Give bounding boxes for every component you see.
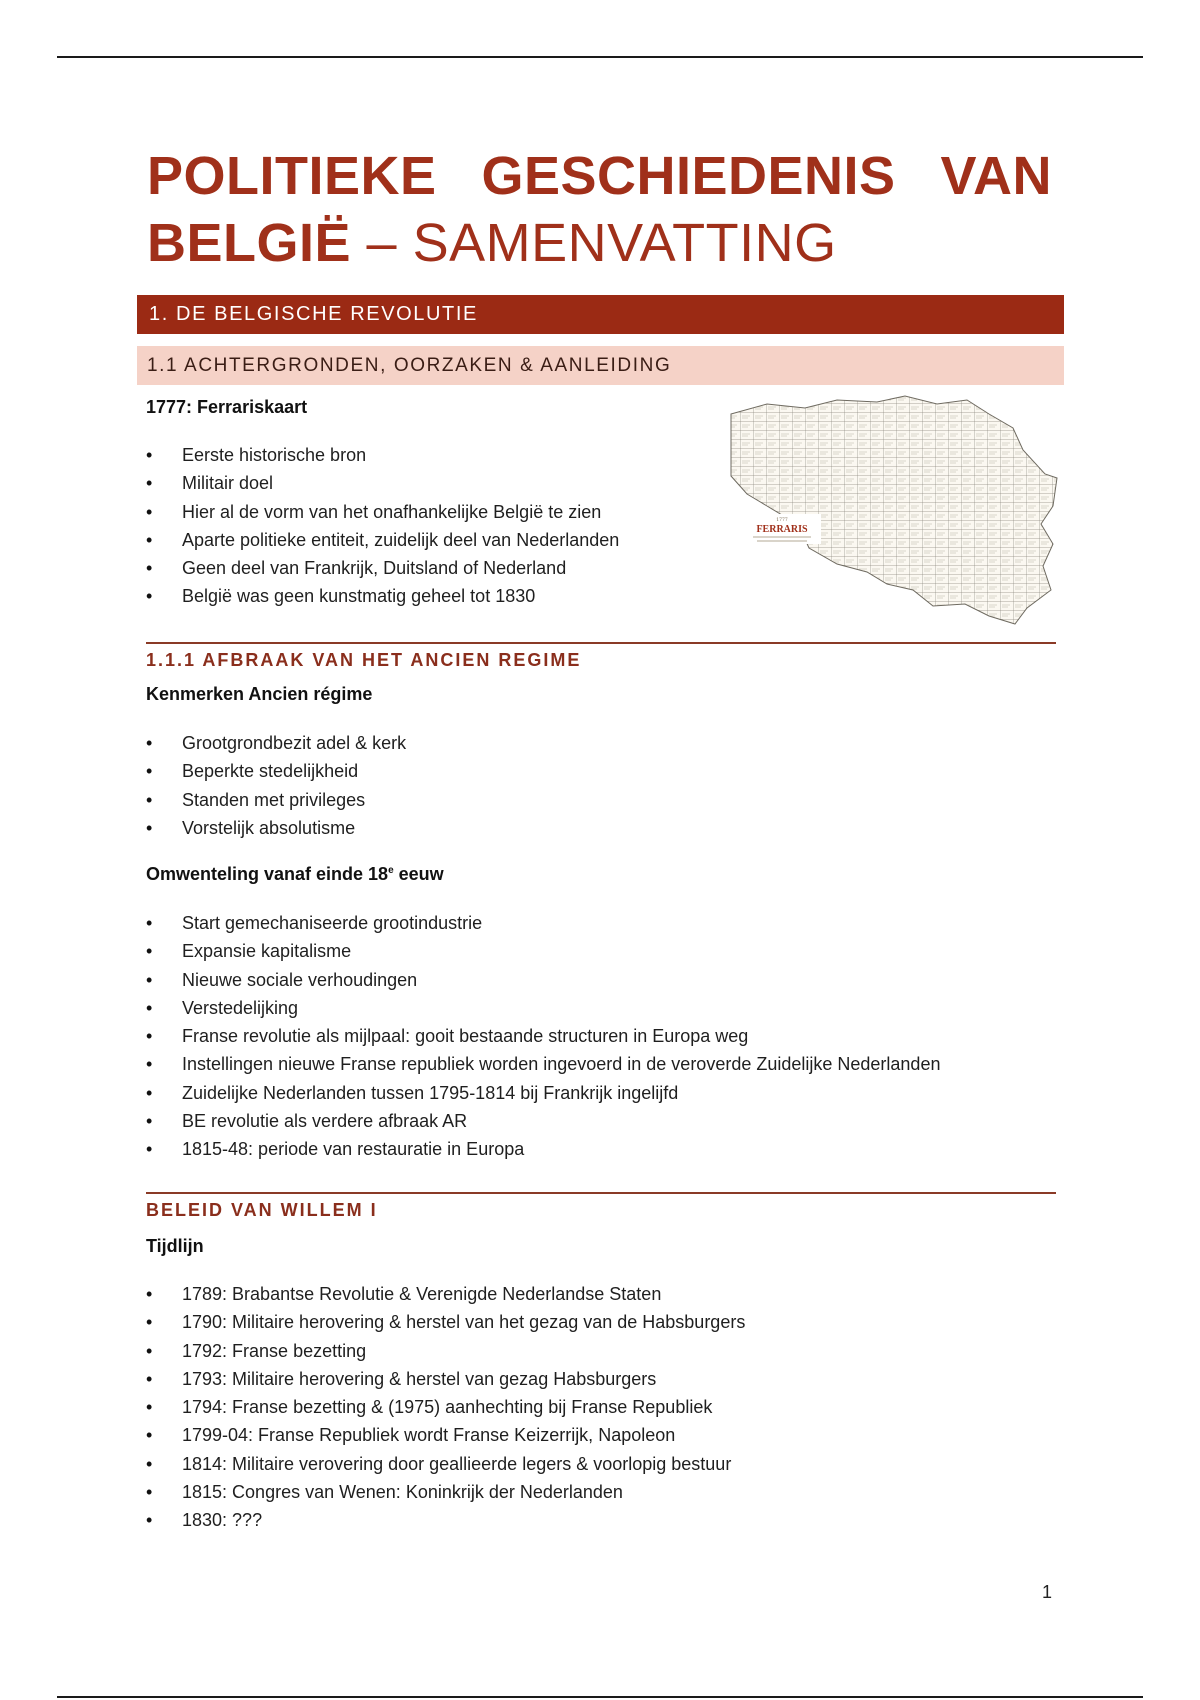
title-bold-part: BELGIË bbox=[147, 213, 352, 273]
list-item: • Hier al de vorm van het onafhankelijke België te zien bbox=[146, 498, 619, 526]
page-number: 1 bbox=[1042, 1582, 1053, 1602]
list-item: • 1794: Franse bezetting & (1975) aanhechting bij Franse Republiek bbox=[146, 1393, 745, 1421]
ferraris-bullet-list bbox=[146, 441, 619, 611]
list-item: • 1799-04: Franse Republiek wordt Franse Keizerrijk, Napoleon bbox=[146, 1421, 745, 1449]
list-item: • Verstedelijking bbox=[146, 994, 940, 1022]
list-item: • Vorstelijk absolutisme bbox=[146, 814, 406, 842]
document-title bbox=[147, 143, 1052, 277]
omwenteling-label-suffix: eeuw bbox=[393, 864, 444, 884]
list-item: • Zuidelijke Nederlanden tussen 1795-1814 bij Frankrijk ingelijfd bbox=[146, 1079, 940, 1107]
tijdlijn-bullet-list bbox=[146, 1280, 745, 1535]
omwenteling-label bbox=[146, 864, 444, 885]
list-item: • Geen deel van Frankrijk, Duitsland of Nederland bbox=[146, 554, 619, 582]
top-rule bbox=[57, 56, 1143, 58]
heading-3-text: BELEID VAN WILLEM I bbox=[146, 1200, 378, 1220]
list-item: • Instellingen nieuwe Franse republiek worden ingevoerd in de veroverde Zuidelijke Nederlanden bbox=[146, 1050, 940, 1078]
heading-3-willem bbox=[146, 1192, 1056, 1221]
list-item: • Standen met privileges bbox=[146, 786, 406, 814]
heading-2-bar bbox=[137, 346, 1064, 385]
title-regular-part: – SAMENVATTING bbox=[351, 213, 837, 273]
title-word: VAN bbox=[940, 146, 1052, 206]
tijdlijn-label: Tijdlijn bbox=[146, 1236, 204, 1256]
list-item: • Beperkte stedelijkheid bbox=[146, 757, 406, 785]
ancien-regime-label: Kenmerken Ancien régime bbox=[146, 684, 373, 704]
title-line-2 bbox=[147, 210, 1052, 277]
title-line-1 bbox=[147, 143, 1052, 210]
heading-1-text: 1. DE BELGISCHE REVOLUTIE bbox=[149, 303, 478, 325]
bottom-rule bbox=[57, 1696, 1143, 1698]
heading-3-ancien-regime bbox=[146, 642, 1056, 671]
list-item: • België was geen kunstmatig geheel tot 1830 bbox=[146, 582, 619, 610]
list-item: • 1792: Franse bezetting bbox=[146, 1337, 745, 1365]
map-caption-title: FERRARIS bbox=[756, 524, 808, 535]
list-item: • 1793: Militaire herovering & herstel van gezag Habsburgers bbox=[146, 1365, 745, 1393]
list-item: • 1789: Brabantse Revolutie & Verenigde Nederlandse Staten bbox=[146, 1280, 745, 1308]
list-item: • Eerste historische bron bbox=[146, 441, 619, 469]
heading-1-bar bbox=[137, 295, 1064, 334]
list-item: • Expansie kapitalisme bbox=[146, 937, 940, 965]
list-item: • Grootgrondbezit adel & kerk bbox=[146, 729, 406, 757]
ferraris-map-image bbox=[727, 394, 1062, 626]
list-item: • Militair doel bbox=[146, 469, 619, 497]
list-item: • Start gemechaniseerde grootindustrie bbox=[146, 909, 940, 937]
heading-3-text: 1.1.1 AFBRAAK VAN HET ANCIEN REGIME bbox=[146, 650, 582, 670]
list-item: • Aparte politieke entiteit, zuidelijk deel van Nederlanden bbox=[146, 526, 619, 554]
superscript-e: e bbox=[388, 865, 394, 876]
list-item: • Nieuwe sociale verhoudingen bbox=[146, 966, 940, 994]
ferraris-label: 1777: Ferrariskaart bbox=[146, 397, 308, 417]
ancien-regime-bullet-list bbox=[146, 729, 406, 842]
list-item: • Franse revolutie als mijlpaal: gooit bestaande structuren in Europa weg bbox=[146, 1022, 940, 1050]
heading-2-text: 1.1 ACHTERGRONDEN, OORZAKEN & AANLEIDING bbox=[147, 354, 672, 376]
list-item: • 1815-48: periode van restauratie in Europa bbox=[146, 1135, 940, 1163]
map-caption-year: 1777 bbox=[776, 518, 788, 523]
list-item: • 1814: Militaire verovering door geallieerde legers & voorlopig bestuur bbox=[146, 1450, 745, 1478]
list-item: • 1830: ??? bbox=[146, 1506, 745, 1534]
list-item: • BE revolutie als verdere afbraak AR bbox=[146, 1107, 940, 1135]
omwenteling-bullet-list bbox=[146, 909, 940, 1164]
omwenteling-label-text: Omwenteling vanaf einde 18 bbox=[146, 864, 389, 884]
title-word: POLITIEKE bbox=[147, 146, 437, 206]
title-word: GESCHIEDENIS bbox=[481, 146, 896, 206]
list-item: • 1815: Congres van Wenen: Koninkrijk der Nederlanden bbox=[146, 1478, 745, 1506]
list-item: • 1790: Militaire herovering & herstel van het gezag van de Habsburgers bbox=[146, 1308, 745, 1336]
